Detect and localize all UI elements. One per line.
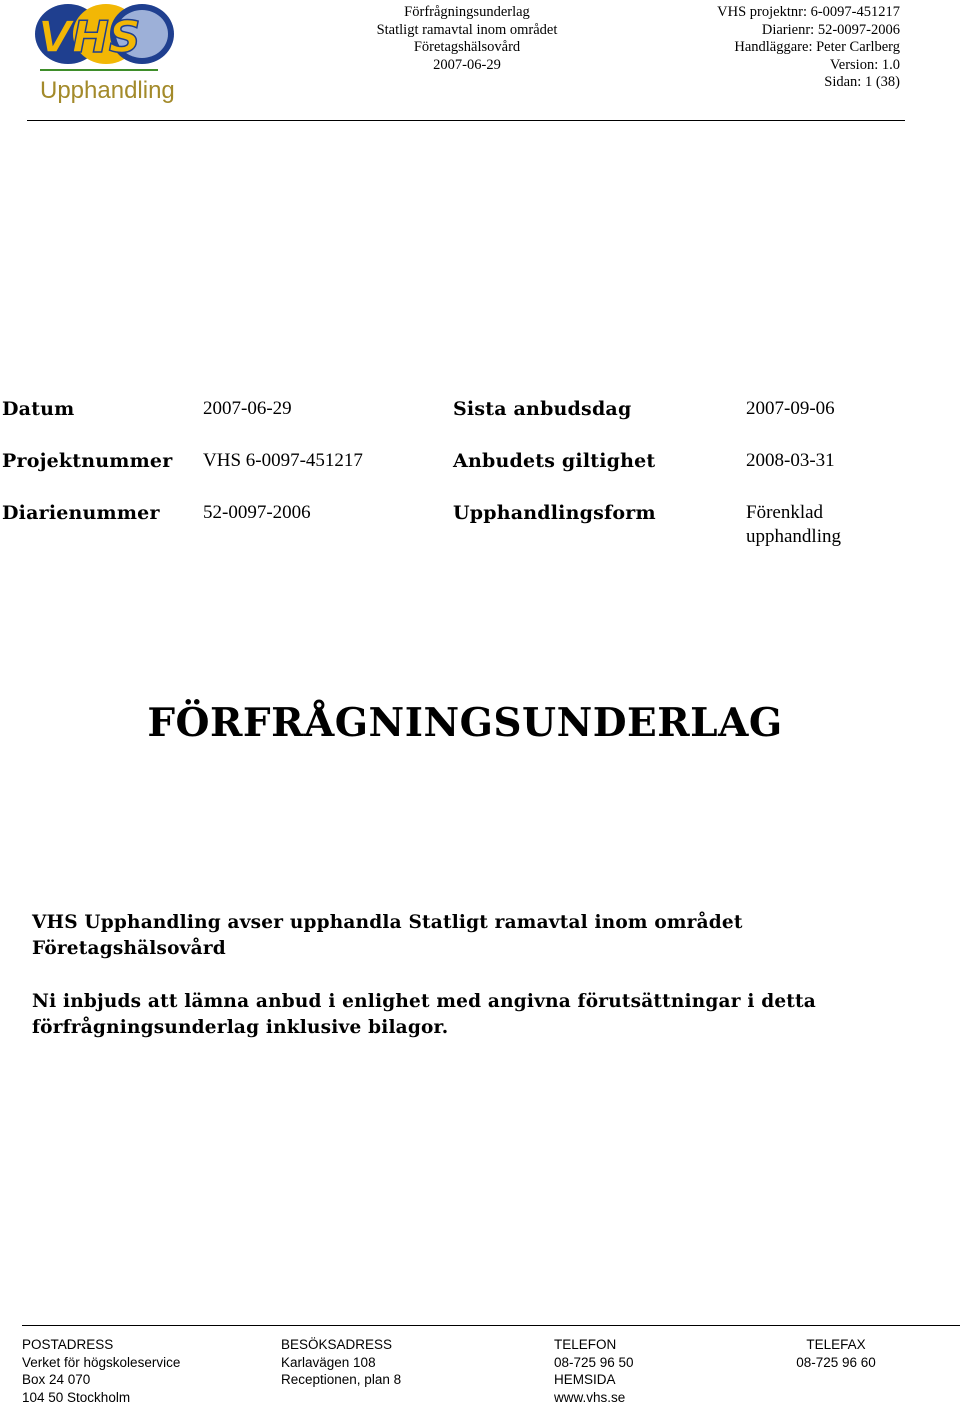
datum-value: 2007-06-29: [203, 398, 292, 419]
telefax-value: 08-725 96 60: [796, 1354, 876, 1370]
besoksadress-heading: BESÖKSADRESS: [281, 1337, 393, 1352]
telefon-heading: TELEFON: [554, 1337, 617, 1352]
projektnummer-label: Projektnummer: [2, 450, 173, 472]
besoksadress-line: Karlavägen 108: [281, 1354, 376, 1370]
header-divider: [27, 120, 905, 121]
postadress-line: 104 50 Stockholm: [22, 1389, 131, 1405]
header-handler: Handläggare: Peter Carlberg: [734, 39, 900, 55]
diarienummer-label: Diarienummer: [2, 502, 160, 524]
upphandlingsform-label: Upphandlingsform: [453, 502, 656, 524]
anbudets-giltighet-label: Anbudets giltighet: [453, 450, 656, 472]
hemsida-heading: HEMSIDA: [554, 1372, 616, 1388]
header-project-number: VHS projektnr: 6-0097-451217: [717, 4, 900, 20]
footer-postadress: [22, 1336, 180, 1406]
intro-paragraph: [32, 910, 912, 962]
telefax-heading: TELEFAX: [806, 1337, 866, 1352]
projektnummer-value: VHS 6-0097-451217: [203, 450, 363, 471]
header-version: Version: 1.0: [829, 56, 900, 73]
intro-line-2: Företagshälsovård: [32, 938, 226, 959]
header-page: Sidan: 1 (38): [824, 74, 900, 90]
sista-anbudsdag-value: 2007-09-06: [746, 398, 835, 419]
telefon-value: 08-725 96 50: [554, 1354, 634, 1370]
invitation-line-1: Ni inbjuds att lämna anbud i enlighet med angivna förutsättningar i detta: [32, 991, 816, 1012]
footer-telefax: [796, 1336, 876, 1371]
vhs-logo-graphic: [30, 2, 180, 106]
header-doc-type: Förfrågningsunderlag: [404, 4, 530, 20]
header-date: 2007-06-29: [433, 56, 501, 73]
upphandlingsform-value-line1: Förenklad: [746, 502, 824, 523]
datum-label: Datum: [2, 398, 75, 420]
invitation-line-2: förfrågningsunderlag inklusive bilagor.: [32, 1017, 449, 1038]
postadress-line: Box 24 070: [22, 1372, 91, 1388]
diarienummer-value: 52-0097-2006: [203, 502, 311, 523]
upphandlingsform-value-line2: upphandling: [746, 526, 841, 547]
header-project-info: [640, 4, 900, 92]
header-subject: Statligt ramavtal inom området: [376, 21, 558, 38]
document-title: FÖRFRÅGNINGSUNDERLAG: [147, 700, 783, 746]
invitation-paragraph: [32, 989, 912, 1041]
postadress-line: Verket för högskoleservice: [22, 1354, 181, 1370]
header-document-info: [352, 4, 582, 74]
anbudets-giltighet-value: 2008-03-31: [746, 450, 835, 471]
hemsida-link[interactable]: www.vhs.se: [554, 1389, 626, 1405]
footer-telefon: [554, 1336, 634, 1406]
postadress-heading: POSTADRESS: [22, 1337, 114, 1352]
upphandlingsform-value: [746, 501, 841, 549]
logo-subtitle: Upphandling: [40, 77, 175, 104]
sista-anbudsdag-label: Sista anbudsdag: [453, 398, 632, 420]
vhs-logo: [30, 2, 180, 106]
header-area: Företagshälsovård: [413, 39, 521, 55]
header-diary-number: Diarienr: 52-0097-2006: [761, 21, 900, 38]
besoksadress-line: Receptionen, plan 8: [281, 1372, 402, 1388]
footer-besoksadress: [281, 1336, 401, 1389]
intro-line-1: VHS Upphandling avser upphandla Statligt ramavtal inom området: [32, 912, 743, 933]
footer-divider: [22, 1325, 960, 1326]
logo-letters: VHS: [38, 12, 141, 63]
